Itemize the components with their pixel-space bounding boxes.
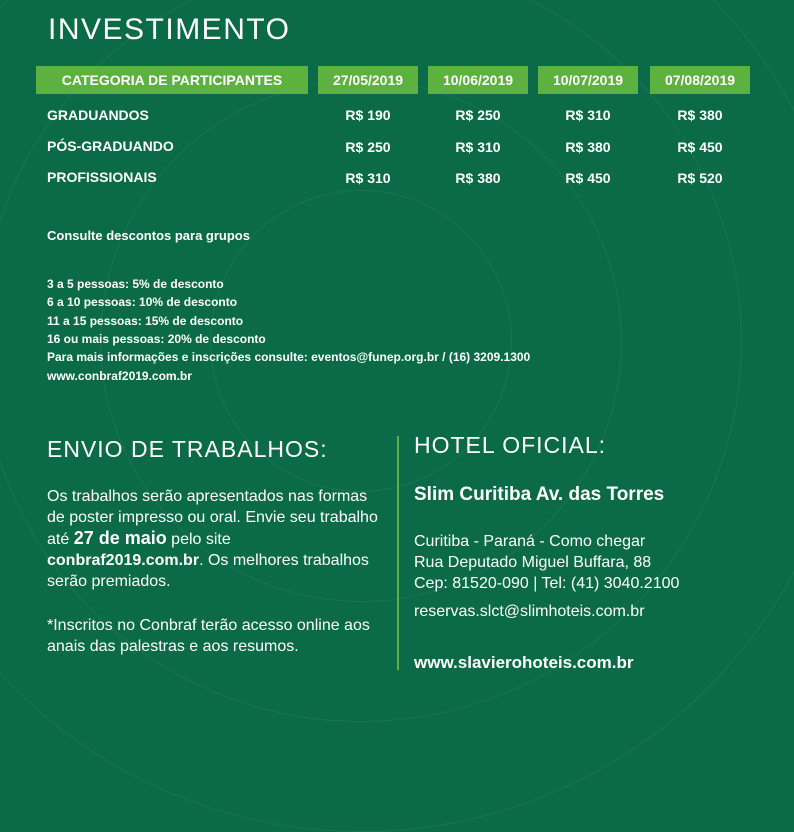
column-divider — [397, 436, 399, 670]
discount-line: 6 a 10 pessoas: 10% de desconto — [47, 295, 238, 309]
hotel-email[interactable]: reservas.slct@slimhoteis.com.br — [414, 603, 645, 620]
group-discount-heading: Consulte descontos para grupos — [47, 228, 250, 243]
header-date: 07/08/2019 — [650, 66, 750, 94]
hotel-phone-line: Cep: 81520-090 | Tel: (41) 3040.2100 — [414, 575, 680, 592]
price-cell: R$ 310 — [565, 107, 611, 123]
price-cell: R$ 310 — [455, 139, 501, 155]
price-cell: R$ 380 — [455, 170, 501, 186]
price-cell: R$ 250 — [345, 139, 391, 155]
discount-line: 16 ou mais pessoas: 20% de desconto — [47, 332, 266, 346]
hotel-name: Slim Curitiba Av. das Torres — [414, 484, 665, 505]
submission-site[interactable]: conbraf2019.com.br — [47, 552, 200, 569]
price-cell: R$ 380 — [565, 139, 611, 155]
price-cell: R$ 190 — [345, 107, 391, 123]
discount-line: 3 a 5 pessoas: 5% de desconto — [47, 277, 224, 291]
envio-title: ENVIO DE TRABALHOS: — [47, 436, 328, 462]
envio-paragraph: Os trabalhos serão apresentados nas formas de poster impresso ou oral. Envie seu trabalho até 27 de maio pelo site conbraf2019.com.br. Os melhores trabalhos serão premiados. — [47, 488, 378, 590]
hotel-title: HOTEL OFICIAL: — [414, 432, 607, 458]
hotel-address-line: Rua Deputado Miguel Buffara, 88 — [414, 554, 652, 571]
header-date: 10/06/2019 — [428, 66, 528, 94]
hotel-site-link[interactable]: www.slavierohoteis.com.br — [414, 653, 634, 672]
price-cell: R$ 520 — [677, 170, 723, 186]
event-site-link[interactable]: www.conbraf2019.com.br — [47, 369, 192, 383]
envio-note: *Inscritos no Conbraf terão acesso online aos anais das palestras e aos resumos. — [47, 617, 370, 655]
price-cell: R$ 450 — [677, 139, 723, 155]
row-label: GRADUANDOS — [47, 107, 149, 123]
price-cell: R$ 450 — [565, 170, 611, 186]
hotel-address-line: Curitiba - Paraná - Como chegar — [414, 533, 646, 550]
header-date: 10/07/2019 — [538, 66, 638, 94]
price-cell: R$ 310 — [345, 170, 391, 186]
investimento-title: INVESTIMENTO — [48, 13, 291, 46]
contact-line: Para mais informações e inscrições consulte: eventos@funep.org.br / (16) 3209.1300 — [47, 350, 531, 364]
header-date: 27/05/2019 — [318, 66, 418, 94]
price-cell: R$ 380 — [677, 107, 723, 123]
row-label: PROFISSIONAIS — [47, 169, 157, 185]
price-cell: R$ 250 — [455, 107, 501, 123]
row-label: PÓS-GRADUANDO — [47, 138, 174, 154]
deadline-date: 27 de maio — [73, 528, 167, 548]
header-category: CATEGORIA DE PARTICIPANTES — [36, 66, 308, 94]
discount-line: 11 a 15 pessoas: 15% de desconto — [47, 314, 244, 328]
